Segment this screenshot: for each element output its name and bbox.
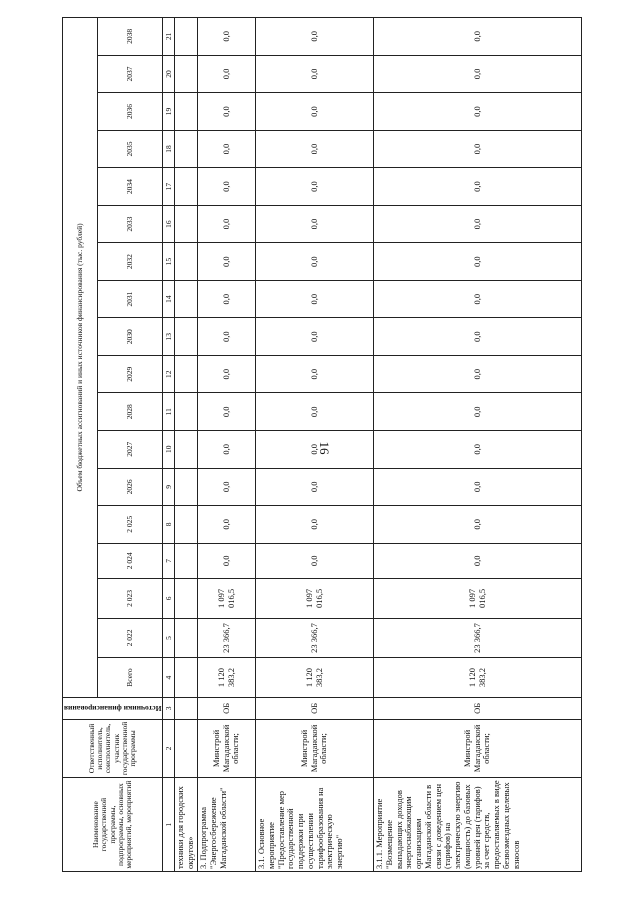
row-value: 0,0: [256, 506, 374, 544]
header-year: 2 025: [98, 506, 163, 544]
row-executor: [175, 719, 198, 777]
row-value: 0,0: [198, 93, 256, 131]
header-year: 2036: [98, 93, 163, 131]
column-number: 4: [163, 658, 175, 698]
row-value: 0,0: [374, 168, 582, 206]
column-number: 17: [163, 168, 175, 206]
row-value: 0,0: [256, 431, 374, 469]
row-value: 23 366,7: [198, 618, 256, 658]
header-year: 2034: [98, 168, 163, 206]
row-value: [175, 579, 198, 619]
row-value: 0,0: [256, 355, 374, 393]
column-number: 15: [163, 243, 175, 281]
row-source: ОБ: [198, 697, 256, 719]
column-number: 20: [163, 55, 175, 93]
header-executor: Ответственный исполнитель, соисполнитель, участник государственной программы: [63, 719, 163, 777]
row-value: 0,0: [198, 393, 256, 431]
row-value: 0,0: [198, 431, 256, 469]
table-row: [198, 18, 256, 872]
rotated-table-frame: [62, 17, 582, 872]
row-value: [175, 55, 198, 93]
header-year: 2026: [98, 468, 163, 506]
row-value: 0,0: [198, 318, 256, 356]
row-executor: Минстрой Магаданской области;: [374, 719, 582, 777]
header-year: 2037: [98, 55, 163, 93]
row-value: 0,0: [256, 205, 374, 243]
column-number: 9: [163, 468, 175, 506]
row-value: 0,0: [256, 393, 374, 431]
row-value: 0,0: [374, 393, 582, 431]
row-value: 0,0: [256, 243, 374, 281]
header-source: Источники финансирования: [64, 704, 162, 714]
row-value: 0,0: [256, 93, 374, 131]
row-value: 0,0: [198, 506, 256, 544]
column-number: 16: [163, 205, 175, 243]
row-value: [175, 393, 198, 431]
column-number: 19: [163, 93, 175, 131]
header-year: 2032: [98, 243, 163, 281]
header-total: Всего: [98, 658, 163, 698]
row-value: [175, 431, 198, 469]
table-row: [175, 18, 198, 872]
row-value: [175, 355, 198, 393]
row-name: 3.1. Основное мероприятие "Предоставление мер государственной поддержки при осуществлении тарифообразования на электрическую энергию": [256, 778, 374, 872]
row-value: 1 120 383,2: [256, 658, 374, 698]
row-value: 0,0: [198, 130, 256, 168]
column-number: 8: [163, 506, 175, 544]
row-value: 0,0: [374, 243, 582, 281]
row-value: [175, 468, 198, 506]
row-value: 1 097 016,5: [256, 579, 374, 619]
row-value: 0,0: [374, 93, 582, 131]
row-value: 0,0: [256, 18, 374, 56]
row-value: 0,0: [374, 130, 582, 168]
row-value: 0,0: [256, 168, 374, 206]
row-value: 0,0: [198, 280, 256, 318]
row-value: 0,0: [256, 318, 374, 356]
column-number: 7: [163, 543, 175, 578]
header-year: 2 024: [98, 543, 163, 578]
column-number: 5: [163, 618, 175, 658]
row-value: 0,0: [374, 205, 582, 243]
header-source-cell: [63, 697, 163, 719]
column-number: 12: [163, 355, 175, 393]
header-name: Наименование государственной программы, подпрограммы, основных мероприятий, мероприятий: [63, 778, 163, 872]
page-number: 16: [317, 441, 332, 455]
row-value: 1 097 016,5: [374, 579, 582, 619]
header-year: 2030: [98, 318, 163, 356]
row-value: 0,0: [198, 18, 256, 56]
row-value: 0,0: [256, 130, 374, 168]
header-year: 2035: [98, 130, 163, 168]
header-year: 2 023: [98, 579, 163, 619]
row-value: [175, 280, 198, 318]
row-value: 0,0: [198, 205, 256, 243]
row-value: [175, 506, 198, 544]
column-number: 1: [163, 778, 175, 872]
row-value: 0,0: [374, 543, 582, 578]
row-source: ОБ: [374, 697, 582, 719]
column-number: 18: [163, 130, 175, 168]
row-value: 0,0: [374, 280, 582, 318]
row-value: 0,0: [198, 55, 256, 93]
row-value: 0,0: [374, 318, 582, 356]
header-funding-group: Объем бюджетных ассигнований и иных источников финансирования (тыс. рублей): [63, 18, 98, 698]
funding-table: [62, 17, 582, 872]
row-value: 1 120 383,2: [198, 658, 256, 698]
row-value: 0,0: [256, 543, 374, 578]
column-number: 11: [163, 393, 175, 431]
column-number: 10: [163, 431, 175, 469]
row-value: 23 366,7: [374, 618, 582, 658]
row-value: [175, 130, 198, 168]
row-value: [175, 18, 198, 56]
row-value: [175, 543, 198, 578]
row-name: техники для городских округов»: [175, 778, 198, 872]
row-executor: Минстрой Магаданской области;: [256, 719, 374, 777]
row-value: 0,0: [374, 355, 582, 393]
row-source: ОБ: [256, 697, 374, 719]
header-year: 2 022: [98, 618, 163, 658]
table-row: [374, 18, 582, 872]
header-year: 2033: [98, 205, 163, 243]
row-value: 0,0: [374, 468, 582, 506]
row-value: [175, 318, 198, 356]
column-number: 6: [163, 579, 175, 619]
row-value: 23 366,7: [256, 618, 374, 658]
row-value: 0,0: [374, 506, 582, 544]
row-value: 0,0: [198, 168, 256, 206]
row-value: [175, 658, 198, 698]
row-value: [175, 618, 198, 658]
row-value: 0,0: [374, 18, 582, 56]
row-value: 1 097 016,5: [198, 579, 256, 619]
column-number: 2: [163, 719, 175, 777]
row-value: 0,0: [198, 468, 256, 506]
row-value: 0,0: [198, 243, 256, 281]
row-value: 0,0: [256, 468, 374, 506]
header-year: 2027: [98, 431, 163, 469]
row-value: [175, 93, 198, 131]
row-executor: Минстрой Магаданской области;: [198, 719, 256, 777]
row-value: [175, 243, 198, 281]
row-source: [175, 697, 198, 719]
row-value: 0,0: [256, 55, 374, 93]
column-number: 13: [163, 318, 175, 356]
row-value: 0,0: [256, 280, 374, 318]
row-name: 3. Подпрограмма "Энергосбережение Магаданской области": [198, 778, 256, 872]
header-year: 2038: [98, 18, 163, 56]
header-year: 2029: [98, 355, 163, 393]
row-value: 0,0: [374, 431, 582, 469]
row-value: 0,0: [198, 355, 256, 393]
column-number: 14: [163, 280, 175, 318]
row-value: [175, 205, 198, 243]
header-year: 2031: [98, 280, 163, 318]
row-value: 1 120 383,2: [374, 658, 582, 698]
row-name: 3.1.1. Мероприятие "Возмещение выпадающих доходов энергоснабжающим организациям Магаданской области в связи с доведением цен (тарифов) на электрическую энергию (мощность) до базовых уровней цен (тарифов) за счет средств, предоставляемых в виде безвозмездных целевых взносов: [374, 778, 582, 872]
header-year: 2028: [98, 393, 163, 431]
column-number: 3: [163, 697, 175, 719]
column-number: 21: [163, 18, 175, 56]
row-value: 0,0: [198, 543, 256, 578]
row-value: [175, 168, 198, 206]
row-value: 0,0: [374, 55, 582, 93]
table-row: [256, 18, 374, 872]
